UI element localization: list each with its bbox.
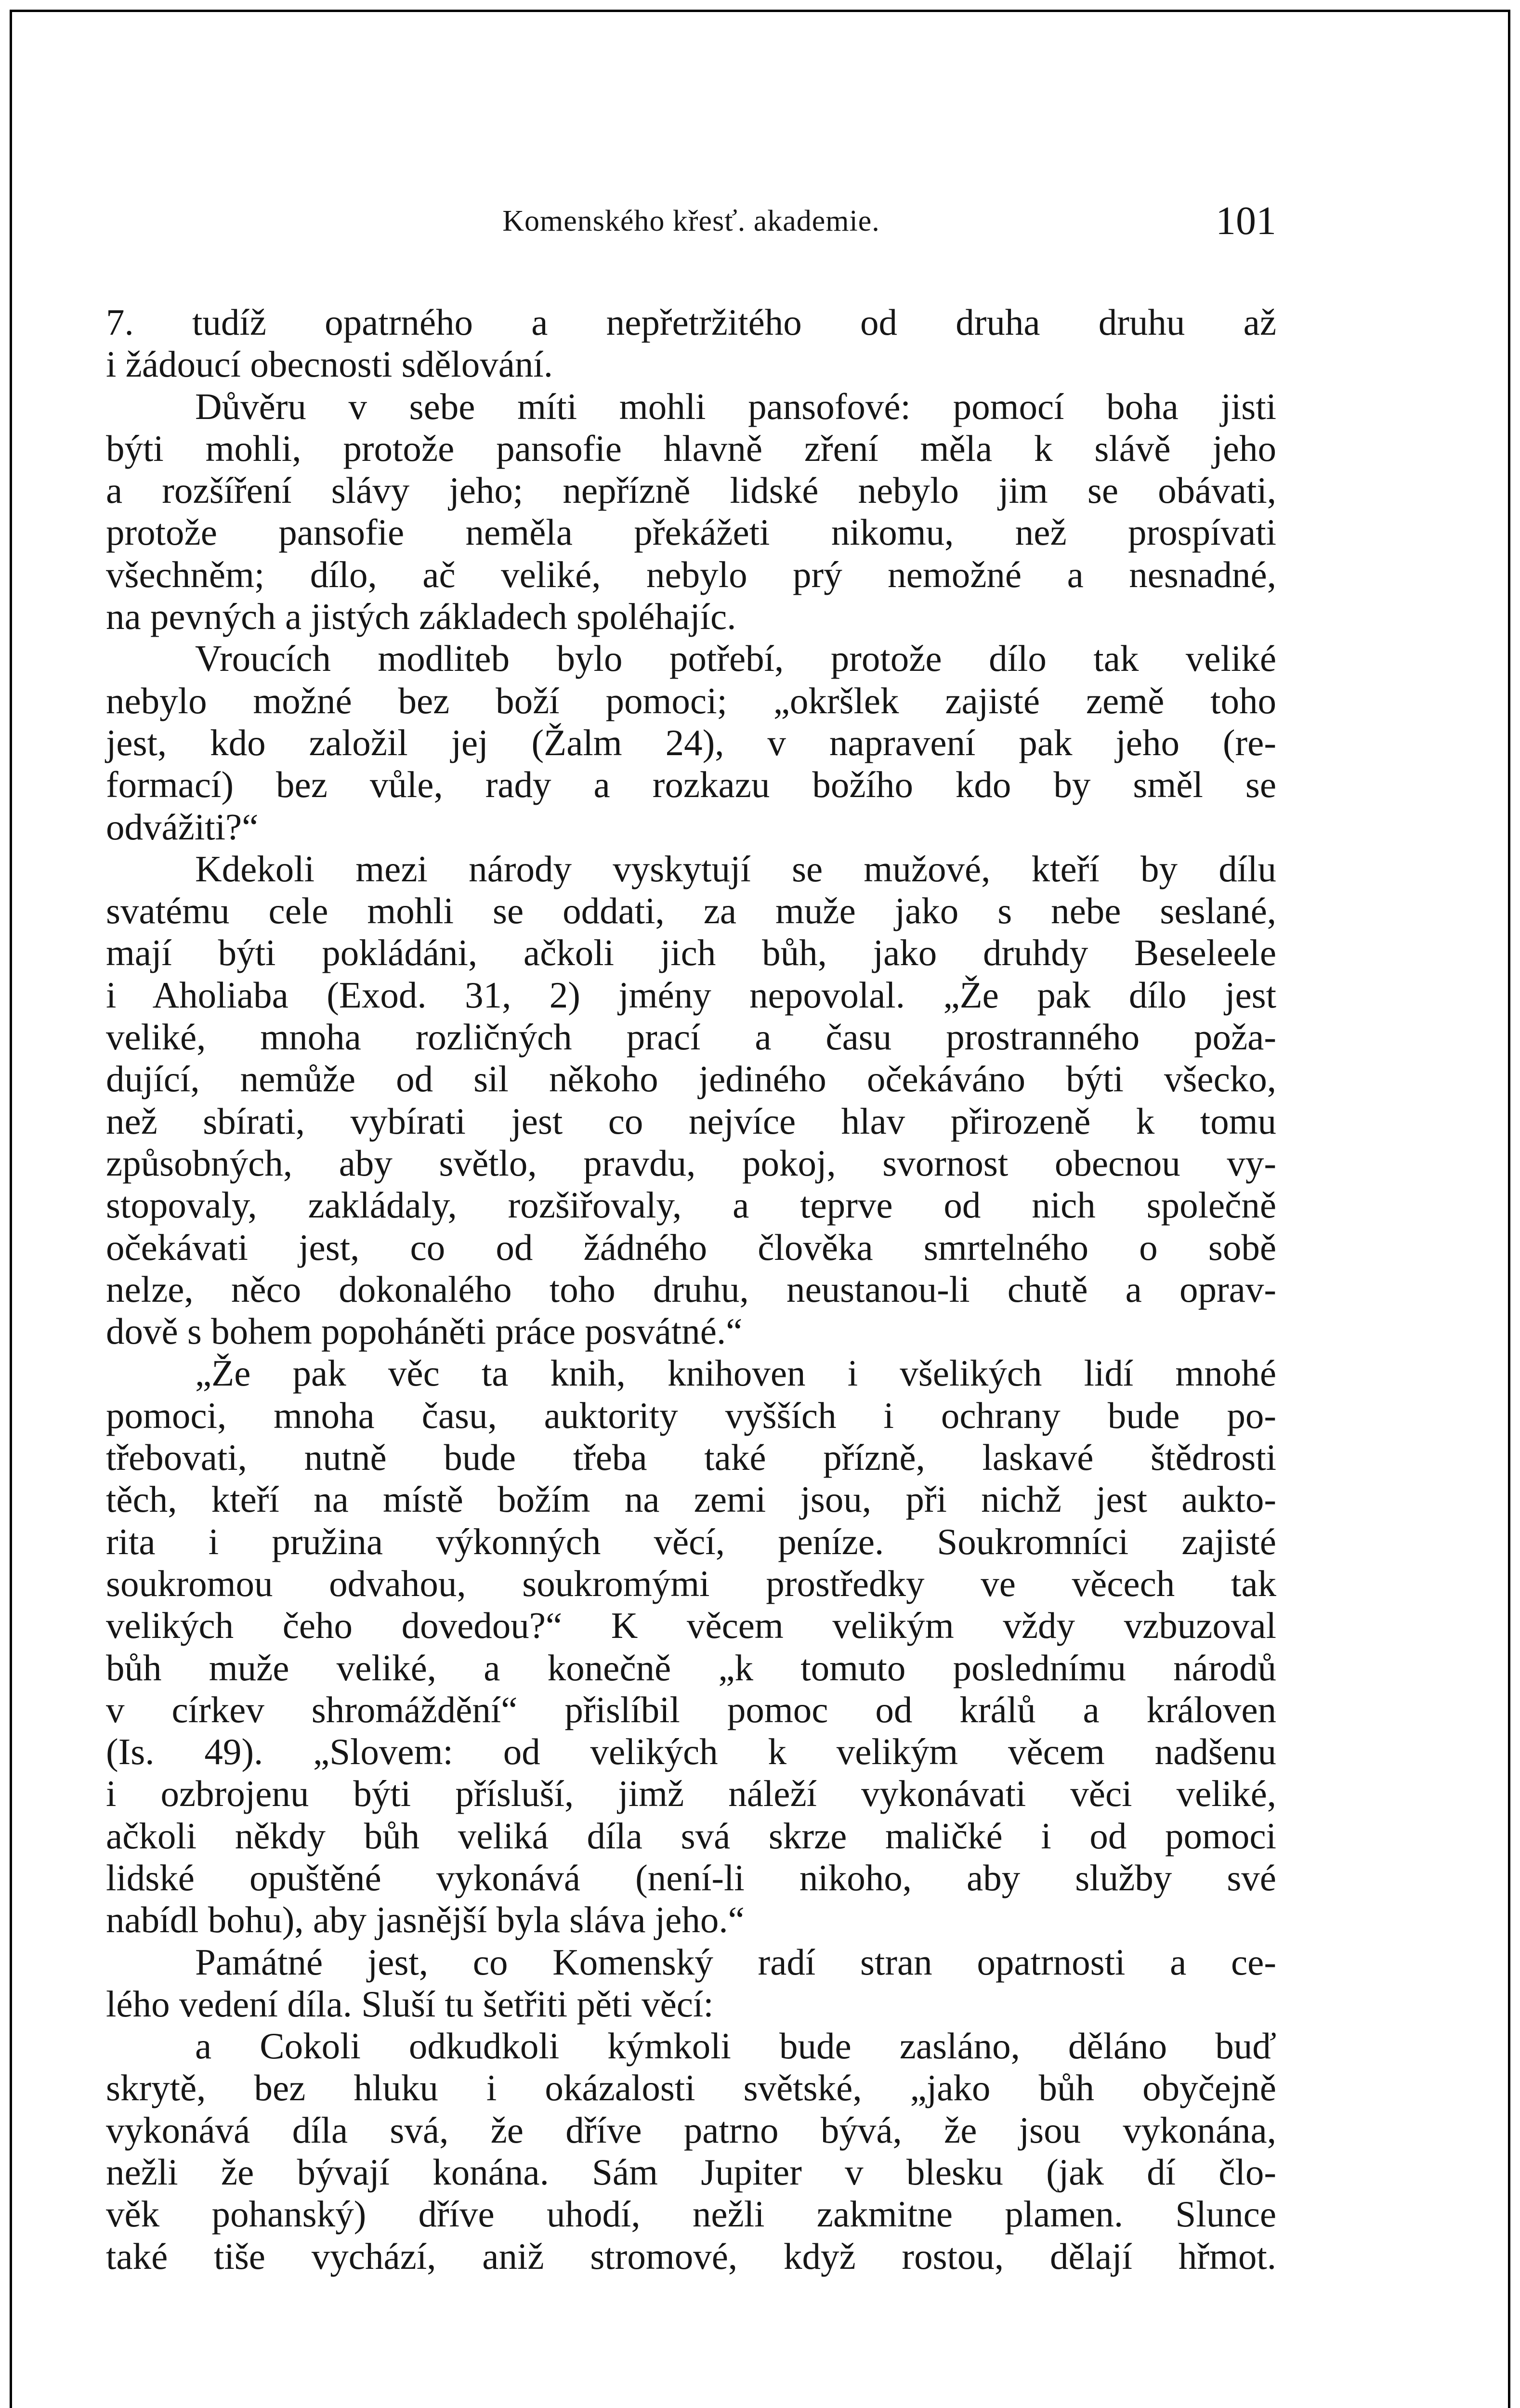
text-line: soukromou odvahou, soukromými prostředky ve věcech tak xyxy=(106,1562,1276,1604)
text-line: a Cokoli odkudkoli kýmkoli bude zasláno, děláno buď xyxy=(195,2025,1276,2067)
text-line: „Že pak věc ta knih, knihoven i všelikých lidí mnohé xyxy=(195,1352,1276,1394)
text-line: než sbírati, vybírati jest co nejvíce hlav přirozeně k tomu xyxy=(106,1100,1276,1142)
text-line: 7. tudíž opatrného a nepřetržitého od druha druhu až xyxy=(106,301,1276,343)
text-line: i žádoucí obecnosti sdělování. xyxy=(106,343,553,385)
text-line: i ozbrojenu býti přísluší, jimž náleží vykonávati věci veliké, xyxy=(106,1773,1276,1815)
text-line: svatému cele mohli se oddati, za muže jako s nebe seslané, xyxy=(106,890,1276,932)
text-line: dově s bohem popoháněti práce posvátné.“ xyxy=(106,1310,743,1352)
text-line: Kdekoli mezi národy vyskytují se mužové, kteří by dílu xyxy=(195,848,1276,890)
text-line: vykonává díla svá, že dříve patrno bývá, že jsou vykonána, xyxy=(106,2109,1276,2151)
text-line: býti mohli, protože pansofie hlavně zření měla k slávě jeho xyxy=(106,427,1276,469)
text-line: nabídl bohu), aby jasnější byla sláva jeho.“ xyxy=(106,1899,745,1941)
text-line: skrytě, bez hluku i okázalosti světské, „jako bůh obyčejně xyxy=(106,2067,1276,2109)
text-line: způsobných, aby světlo, pravdu, pokoj, svornost obecnou vy- xyxy=(106,1142,1276,1184)
text-line: těch, kteří na místě božím na zemi jsou, při nichž jest aukto- xyxy=(106,1479,1276,1520)
text-line: mají býti pokládáni, ačkoli jich bůh, jako druhdy Beseleele xyxy=(106,932,1276,974)
text-line: věk pohanský) dříve uhodí, nežli zakmitne plamen. Slunce xyxy=(106,2193,1276,2235)
text-line: odvážiti?“ xyxy=(106,806,259,848)
running-head: Komenského křesť. akademie. xyxy=(502,205,880,237)
text-line: formací) bez vůle, rady a rozkazu božího kdo by směl se xyxy=(106,764,1276,806)
text-line: v církev shromáždění“ přislíbil pomoc od králů a královen xyxy=(106,1688,1276,1730)
body-text xyxy=(106,301,1276,2277)
text-line: velikých čeho dovedou?“ K věcem velikým vždy vzbuzoval xyxy=(106,1605,1276,1647)
text-line: na pevných a jistých základech spoléhajíc. xyxy=(106,596,736,638)
page-content xyxy=(106,198,1276,2277)
text-line: Památné jest, co Komenský radí stran opatrnosti a ce- xyxy=(195,1941,1276,1983)
text-line: bůh muže veliké, a konečně „k tomuto poslednímu národů xyxy=(106,1647,1276,1688)
text-line: nežli že bývají konána. Sám Jupiter v blesku (jak dí člo- xyxy=(106,2151,1276,2193)
text-line: třebovati, nutně bude třeba také přízně, laskavé štědrosti xyxy=(106,1437,1276,1479)
text-line: stopovaly, zakládaly, rozšiřovaly, a teprve od nich společně xyxy=(106,1184,1276,1226)
text-line: všechněm; dílo, ač veliké, nebylo prý nemožné a nesnadné, xyxy=(106,553,1276,595)
text-line: nebylo možné bez boží pomoci; „okršlek zajisté země toho xyxy=(106,680,1276,721)
book-page xyxy=(10,10,1510,2408)
text-line: i Aholiaba (Exod. 31, 2) jmény nepovolal. „Že pak dílo jest xyxy=(106,974,1276,1016)
page-header xyxy=(106,198,1276,250)
text-line: (Is. 49). „Slovem: od velikých k velikým věcem nadšenu xyxy=(106,1731,1276,1773)
text-line: pomoci, mnoha času, auktority vyšších i ochrany bude po- xyxy=(106,1394,1276,1436)
text-line: Důvěru v sebe míti mohli pansofové: pomocí boha jisti xyxy=(195,385,1276,427)
text-line: lidské opuštěné vykonává (není-li nikoho, aby služby své xyxy=(106,1857,1276,1898)
text-line: rita i pružina výkonných věcí, peníze. Soukromníci zajisté xyxy=(106,1520,1276,1562)
text-line: protože pansofie neměla překážeti nikomu, než prospívati xyxy=(106,511,1276,553)
text-line: nelze, něco dokonalého toho druhu, neustanou-li chutě a oprav- xyxy=(106,1268,1276,1310)
text-line: očekávati jest, co od žádného člověka smrtelného o sobě xyxy=(106,1226,1276,1268)
page-number: 101 xyxy=(1216,198,1276,243)
text-line: jest, kdo založil jej (Žalm 24), v napravení pak jeho (re- xyxy=(106,721,1276,763)
text-line: a rozšíření slávy jeho; nepřízně lidské nebylo jim se obávati, xyxy=(106,470,1276,511)
text-line: Vroucích modliteb bylo potřebí, protože dílo tak veliké xyxy=(195,638,1276,680)
text-line: veliké, mnoha rozličných prací a času prostranného poža- xyxy=(106,1016,1276,1058)
text-line: také tiše vychází, aniž stromové, když rostou, dělají hřmot. xyxy=(106,2235,1276,2277)
text-line: ačkoli někdy bůh veliká díla svá skrze maličké i od pomoci xyxy=(106,1815,1276,1857)
text-line: lého vedení díla. Sluší tu šetřiti pěti věcí: xyxy=(106,1983,714,2025)
text-line: dující, nemůže od sil někoho jediného očekáváno býti všecko, xyxy=(106,1058,1276,1100)
